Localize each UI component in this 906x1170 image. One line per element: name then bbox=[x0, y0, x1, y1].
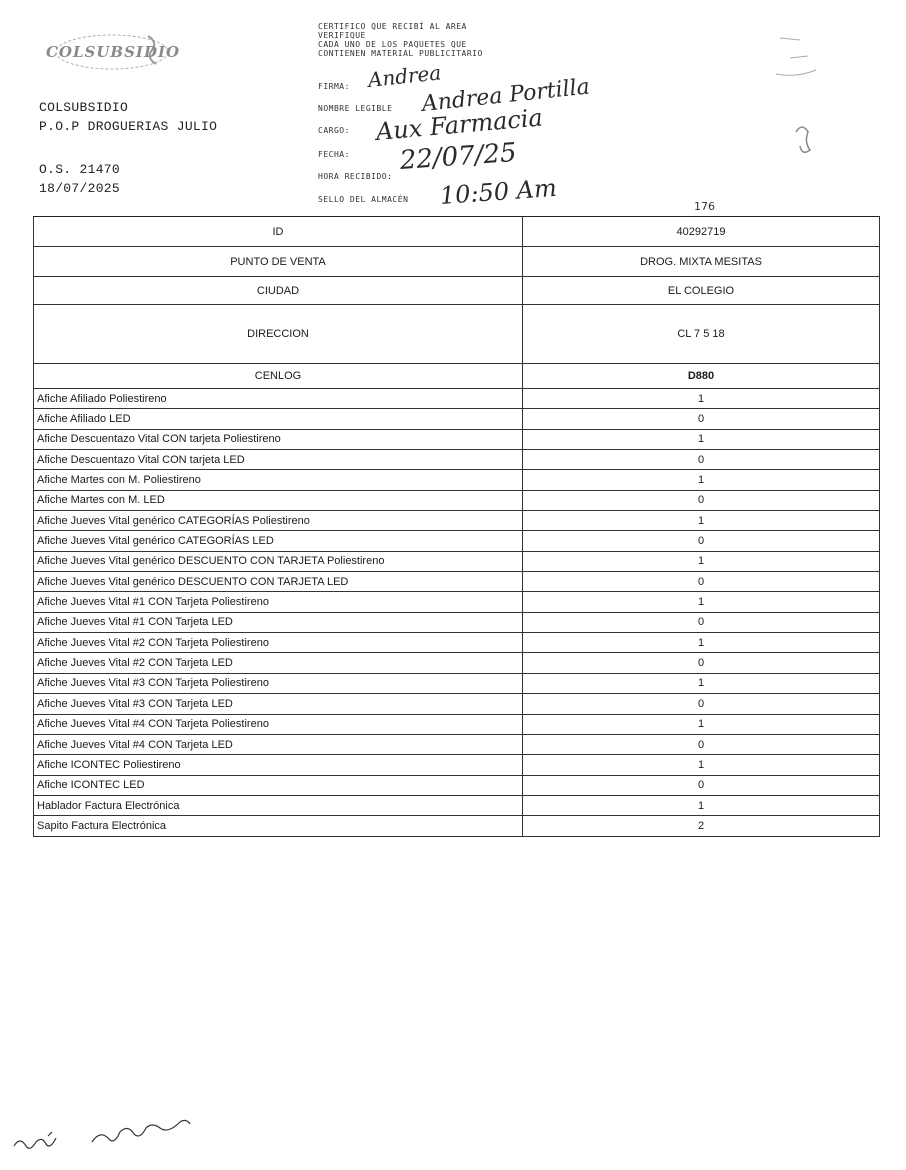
item-qty: 0 bbox=[523, 450, 880, 470]
table-row bbox=[34, 816, 880, 836]
table-row bbox=[34, 694, 880, 714]
item-name: Afiche Jueves Vital #1 CON Tarjeta Poliestireno bbox=[34, 592, 523, 612]
item-qty: 2 bbox=[523, 816, 880, 836]
table-row bbox=[34, 755, 880, 775]
item-qty: 1 bbox=[523, 795, 880, 815]
table-row bbox=[34, 572, 880, 592]
item-name: Afiche Martes con M. LED bbox=[34, 490, 523, 510]
item-qty: 0 bbox=[523, 572, 880, 592]
item-qty: 1 bbox=[523, 511, 880, 531]
item-name: Afiche Jueves Vital #2 CON Tarjeta LED bbox=[34, 653, 523, 673]
item-name: Hablador Factura Electrónica bbox=[34, 795, 523, 815]
info-value: CL 7 5 18 bbox=[523, 305, 880, 364]
cert-line: CONTIENEN MATERIAL PUBLICITARIO bbox=[318, 49, 483, 58]
item-name: Afiche Jueves Vital #4 CON Tarjeta LED bbox=[34, 734, 523, 754]
item-qty: 0 bbox=[523, 653, 880, 673]
table-row bbox=[34, 612, 880, 632]
item-qty: 1 bbox=[523, 389, 880, 409]
pop-line: P.O.P DROGUERIAS JULIO bbox=[39, 119, 218, 134]
item-qty: 1 bbox=[523, 633, 880, 653]
cargo-label: CARGO: bbox=[318, 126, 350, 135]
table-row bbox=[34, 470, 880, 490]
item-qty: 0 bbox=[523, 490, 880, 510]
item-qty: 0 bbox=[523, 694, 880, 714]
info-row-cenlog bbox=[34, 364, 880, 389]
item-qty: 0 bbox=[523, 734, 880, 754]
page-number: 176 bbox=[694, 200, 715, 213]
hora-label: HORA RECIBIDO: bbox=[318, 172, 393, 181]
table-row bbox=[34, 633, 880, 653]
item-name: Afiche Afiliado Poliestireno bbox=[34, 389, 523, 409]
table-row bbox=[34, 775, 880, 795]
handwritten-name: Andrea Portilla bbox=[420, 74, 591, 117]
item-name: Afiche Jueves Vital #2 CON Tarjeta Poliestireno bbox=[34, 633, 523, 653]
info-row-ciudad bbox=[34, 277, 880, 305]
info-label: DIRECCION bbox=[34, 305, 523, 364]
table-row bbox=[34, 592, 880, 612]
firma-label: FIRMA: bbox=[318, 82, 350, 91]
info-value: D880 bbox=[523, 364, 880, 389]
info-label: ID bbox=[34, 217, 523, 247]
table-row bbox=[34, 795, 880, 815]
table-row bbox=[34, 409, 880, 429]
item-qty: 1 bbox=[523, 470, 880, 490]
table-row bbox=[34, 490, 880, 510]
item-name: Afiche Martes con M. Poliestireno bbox=[34, 470, 523, 490]
item-name: Afiche Descuentazo Vital CON tarjeta Poliestireno bbox=[34, 429, 523, 449]
item-qty: 1 bbox=[523, 592, 880, 612]
fecha-label: FECHA: bbox=[318, 150, 350, 159]
info-row-id bbox=[34, 217, 880, 247]
nombre-label: NOMBRE LEGIBLE bbox=[318, 104, 393, 113]
item-name: Afiche Afiliado LED bbox=[34, 409, 523, 429]
item-name: Afiche ICONTEC Poliestireno bbox=[34, 755, 523, 775]
item-qty: 1 bbox=[523, 429, 880, 449]
colsubsidio-logo bbox=[45, 30, 181, 74]
handwritten-time: 10:50 Am bbox=[439, 173, 558, 210]
table-row bbox=[34, 551, 880, 571]
table-row bbox=[34, 531, 880, 551]
item-name: Afiche Jueves Vital genérico DESCUENTO CON TARJETA LED bbox=[34, 572, 523, 592]
table-row bbox=[34, 653, 880, 673]
cert-line: CADA UNO DE LOS PAQUETES QUE bbox=[318, 40, 467, 49]
handwritten-position: Aux Farmacia bbox=[374, 103, 544, 146]
handwritten-signature: Andrea bbox=[366, 60, 443, 92]
item-name: Afiche Jueves Vital #1 CON Tarjeta LED bbox=[34, 612, 523, 632]
info-row-punto-venta bbox=[34, 247, 880, 277]
item-name: Afiche ICONTEC LED bbox=[34, 775, 523, 795]
info-label: PUNTO DE VENTA bbox=[34, 247, 523, 277]
order-number: O.S. 21470 bbox=[39, 162, 121, 177]
logo-text: COLSUBSIDIO bbox=[45, 43, 181, 61]
cert-line: VERIFIQUE bbox=[318, 31, 366, 40]
item-name: Afiche Jueves Vital genérico CATEGORÍAS Poliestireno bbox=[34, 511, 523, 531]
table-row bbox=[34, 389, 880, 409]
item-name: Afiche Jueves Vital #3 CON Tarjeta Poliestireno bbox=[34, 673, 523, 693]
item-qty: 0 bbox=[523, 409, 880, 429]
delivery-table bbox=[33, 216, 880, 837]
bottom-signature-scribble-icon bbox=[12, 1118, 212, 1158]
item-qty: 1 bbox=[523, 551, 880, 571]
table-row bbox=[34, 734, 880, 754]
table-row bbox=[34, 714, 880, 734]
certification-text bbox=[318, 22, 483, 58]
table-row bbox=[34, 511, 880, 531]
item-qty: 0 bbox=[523, 531, 880, 551]
sello-label: SELLO DEL ALMACÉN bbox=[318, 195, 409, 204]
info-value: DROG. MIXTA MESITAS bbox=[523, 247, 880, 277]
order-block bbox=[39, 160, 120, 198]
handwritten-date: 22/07/25 bbox=[398, 137, 518, 176]
margin-marks-icon bbox=[760, 28, 830, 168]
cert-line: CERTIFICO QUE RECIBÍ AL AREA bbox=[318, 22, 467, 31]
company-name: COLSUBSIDIO bbox=[39, 100, 129, 115]
table-row bbox=[34, 673, 880, 693]
table-row bbox=[34, 450, 880, 470]
item-name: Afiche Descuentazo Vital CON tarjeta LED bbox=[34, 450, 523, 470]
item-name: Afiche Jueves Vital genérico DESCUENTO CON TARJETA Poliestireno bbox=[34, 551, 523, 571]
item-qty: 0 bbox=[523, 775, 880, 795]
order-date: 18/07/2025 bbox=[39, 181, 121, 196]
item-qty: 1 bbox=[523, 673, 880, 693]
info-label: CIUDAD bbox=[34, 277, 523, 305]
info-label: CENLOG bbox=[34, 364, 523, 389]
item-name: Sapito Factura Electrónica bbox=[34, 816, 523, 836]
info-row-direccion bbox=[34, 305, 880, 364]
company-block bbox=[39, 98, 217, 136]
item-name: Afiche Jueves Vital #4 CON Tarjeta Poliestireno bbox=[34, 714, 523, 734]
item-qty: 1 bbox=[523, 755, 880, 775]
table-row bbox=[34, 429, 880, 449]
item-name: Afiche Jueves Vital genérico CATEGORÍAS LED bbox=[34, 531, 523, 551]
items-body bbox=[34, 389, 880, 837]
item-qty: 1 bbox=[523, 714, 880, 734]
item-qty: 0 bbox=[523, 612, 880, 632]
item-name: Afiche Jueves Vital #3 CON Tarjeta LED bbox=[34, 694, 523, 714]
info-value: 40292719 bbox=[523, 217, 880, 247]
info-value: EL COLEGIO bbox=[523, 277, 880, 305]
